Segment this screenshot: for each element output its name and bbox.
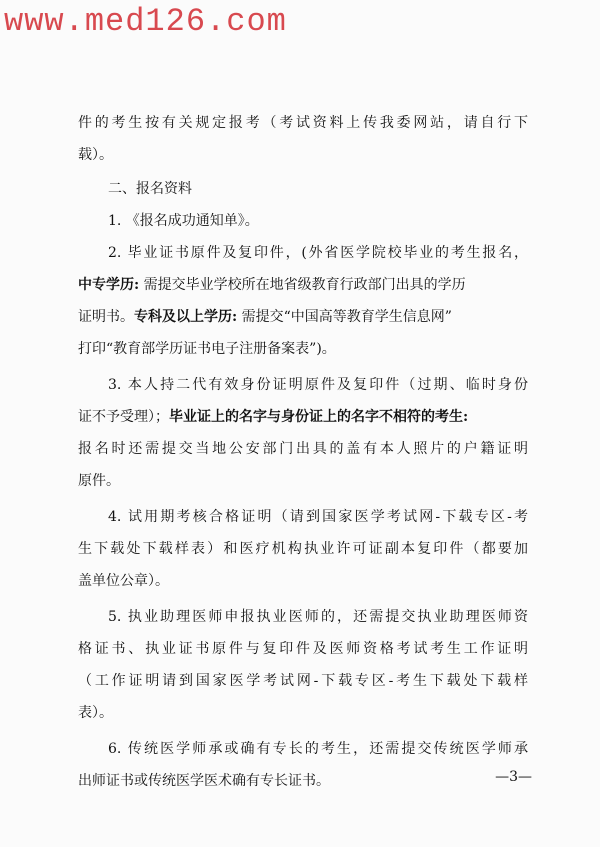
plain-text: 证明书。 [78,309,134,325]
paragraph-line: 格证书、执业证书原件与复印件及医师资格考试考生工作证明 [78,641,528,657]
paragraph-line: 载）。 [78,147,113,163]
paragraph-line [78,274,466,296]
list-item: 5. 执业助理医师申报执业医师的，还需提交执业助理医师资 [108,609,528,625]
paragraph-line: （工作证明请到国家医学考试网-下载专区-考生下载处下载样 [78,673,528,689]
list-item: 3. 本人持二代有效身份证明原件及复印件（过期、临时身份 [108,377,528,393]
watermark-url: www.med126.com [4,3,287,40]
paragraph-line [78,306,452,328]
list-item: 2. 毕业证书原件及复印件，(外省医学院校毕业的考生报名， [108,245,528,261]
list-item: 4. 试用期考核合格证明（请到国家医学考试网-下载专区-考 [108,509,528,525]
paragraph-line: 件的考生按有关规定报考（考试资料上传我委网站，请自行下 [78,115,528,131]
list-item: 6. 传统医学师承或确有专长的考生，还需提交传统医学师承 [108,741,528,757]
paragraph-line: 表）。 [78,705,113,721]
paragraph-line: 打印“教育部学历证书电子注册备案表”)。 [78,341,336,357]
section-heading: 二、报名资料 [108,181,192,197]
paragraph-line: 生下载处下载样表）和医疗机构执业许可证副本复印件（都要加 [78,541,528,557]
list-item: 1. 《报名成功通知单》。 [108,213,259,229]
emphasis-text: 毕业证上的名字与身份证上的名字不相符的考生: [169,409,469,425]
paragraph-line: 原件。 [78,473,120,489]
emphasis-text: 专科及以上学历: [134,309,238,325]
plain-text: 证不予受理）； [78,409,169,425]
page-number: —3— [495,769,532,785]
paragraph-line: 盖单位公章）。 [78,573,169,589]
paragraph-line [78,406,468,428]
paragraph-line: 出师证书或传统医学医术确有专长证书。 [78,773,330,789]
plain-text: 需提交“中国高等教育学生信息网” [237,309,452,325]
emphasis-text: 中专学历: [78,277,140,293]
paragraph-line: 报名时还需提交当地公安部门出具的盖有本人照片的户籍证明 [78,441,528,457]
plain-text: 需提交毕业学校所在地省级教育行政部门出具的学历 [139,277,466,293]
